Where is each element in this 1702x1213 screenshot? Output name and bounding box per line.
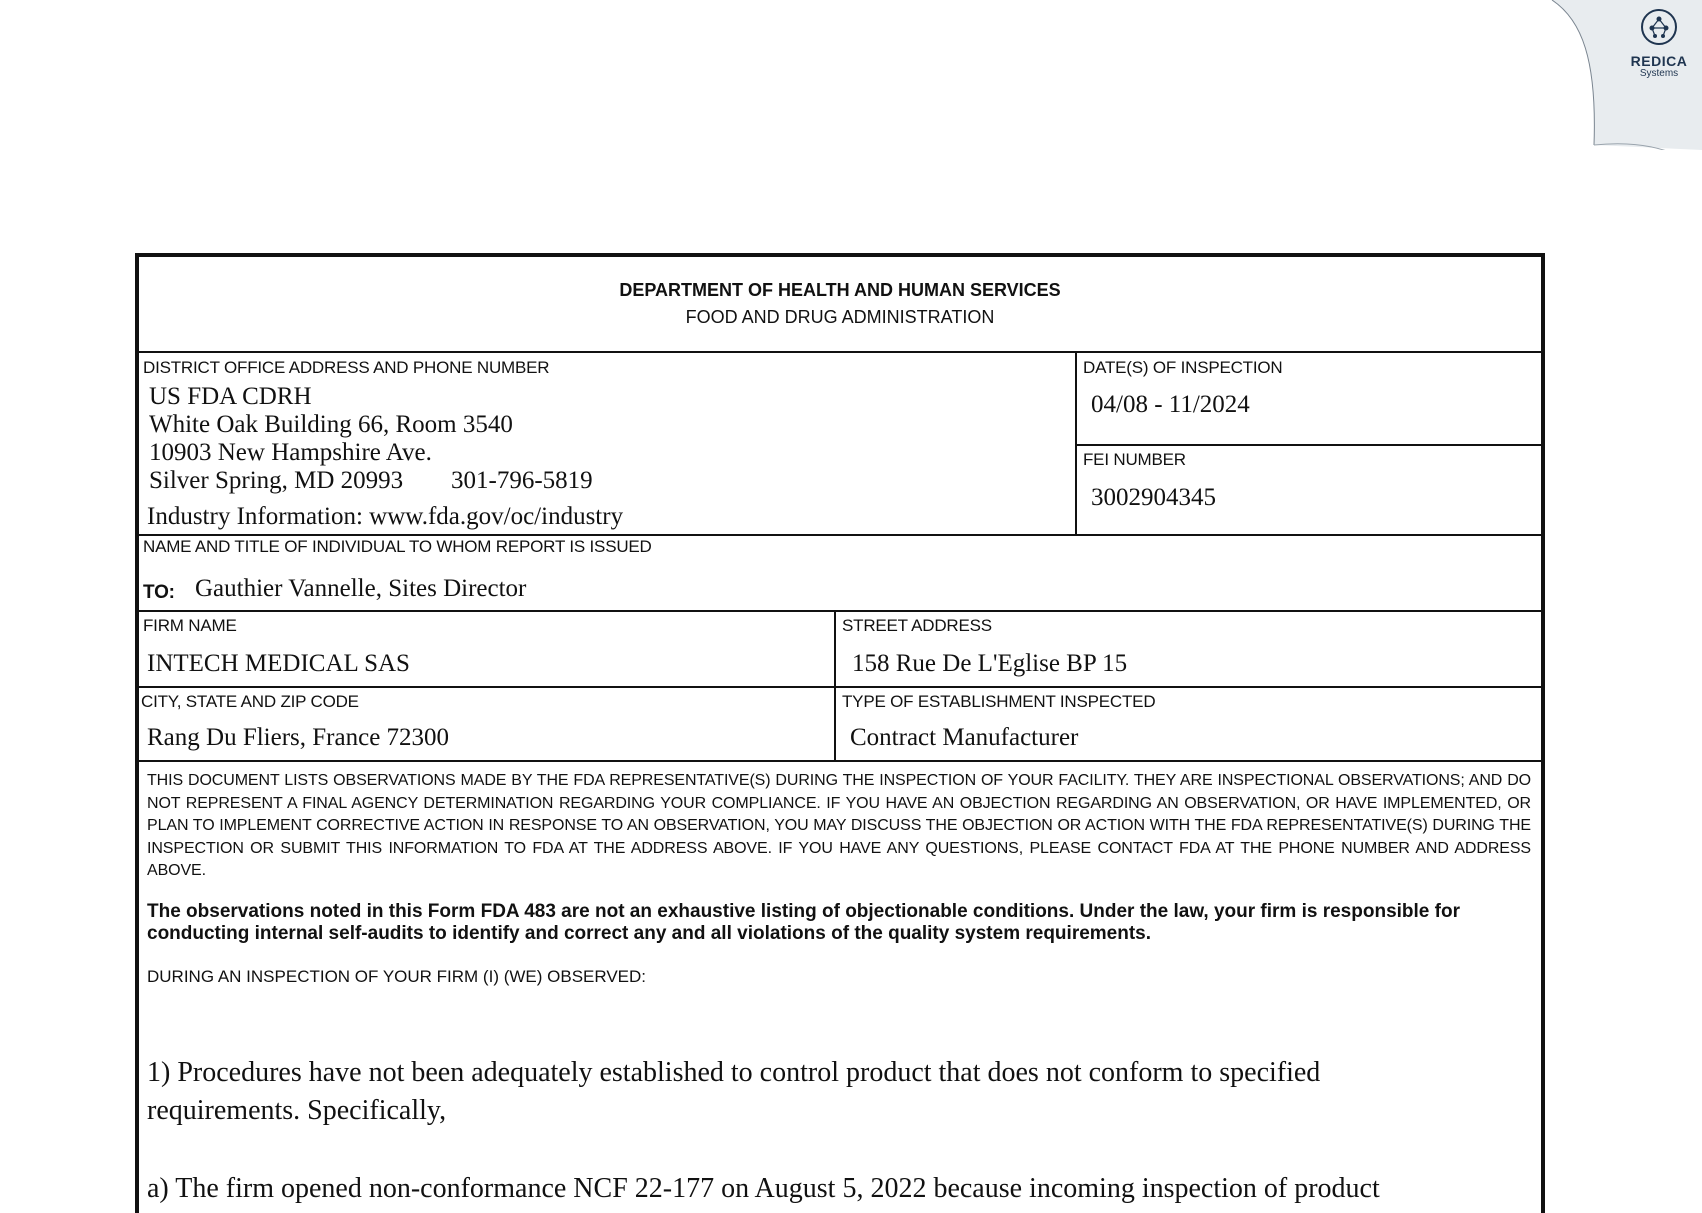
observation-1a: a) The firm opened non-conformance NCF 22-177 on August 5, 2022 because incoming inspection of product <box>147 1173 1380 1204</box>
district-label: DISTRICT OFFICE ADDRESS AND PHONE NUMBER <box>143 358 550 377</box>
dates-cell <box>1077 353 1541 446</box>
molecule-icon <box>1640 8 1678 46</box>
recipient-label: NAME AND TITLE OF INDIVIDUAL TO WHOM REPORT IS ISSUED <box>143 537 652 556</box>
city-value: Rang Du Fliers, France 72300 <box>147 724 450 751</box>
observation-1: 1) Procedures have not been adequately established to control product that does not conform to specified requirements. Specifically, <box>147 1057 1321 1126</box>
observations-section <box>139 760 1541 1213</box>
city-label: CITY, STATE AND ZIP CODE <box>141 692 359 711</box>
city-cell <box>139 688 834 762</box>
firm-label: FIRM NAME <box>143 616 237 635</box>
dates-value: 04/08 - 11/2024 <box>1091 391 1250 418</box>
dates-label: DATE(S) OF INSPECTION <box>1083 358 1283 377</box>
recipient-row <box>139 534 1541 612</box>
district-line2: White Oak Building 66, Room 3540 <box>149 411 513 438</box>
fei-value: 3002904345 <box>1091 484 1216 511</box>
street-cell <box>834 612 1541 688</box>
department-title: DEPARTMENT OF HEALTH AND HUMAN SERVICES <box>619 280 1061 300</box>
disclaimer-text: THIS DOCUMENT LISTS OBSERVATIONS MADE BY THE FDA REPRESENTATIVE(S) DURING THE INSPECTION OF YOUR FACILITY. THEY ARE INSPECTIONAL OBSERVATIONS; AND DO NOT REPRESENT A FINAL AGENCY DETERMINATION REGARDING YOUR COMPLIANCE. IF YOU HAVE AN OBJECTION REGARDING AN OBSERVATION, OR HAVE IMPLEMENTED, OR PLAN TO IMPLEMENT CORRECTIVE ACTION IN RESPONSE TO AN OBSERVATION, YOU MAY DISCUSS THE OBJECTION OR ACTION WITH THE FDA REPRESENTATIVE(S) DURING THE INSPECTION OR SUBMIT THIS INFORMATION TO FDA AT THE ADDRESS ABOVE. IF YOU HAVE ANY QUESTIONS, PLEASE CONTACT FDA AT THE PHONE NUMBER AND ADDRESS ABOVE. <box>147 772 1531 879</box>
logo-name: REDICA <box>1630 53 1688 69</box>
firm-cell <box>139 612 834 688</box>
street-label: STREET ADDRESS <box>842 616 992 635</box>
establishment-cell <box>834 688 1541 762</box>
firm-row <box>139 610 1541 688</box>
street-value: 158 Rue De L'Eglise BP 15 <box>852 650 1128 677</box>
fei-cell <box>1077 446 1541 536</box>
recipient-value: Gauthier Vannelle, Sites Director <box>195 575 527 602</box>
to-label: TO: <box>143 582 175 603</box>
firm-value: INTECH MEDICAL SAS <box>147 650 410 677</box>
inspection-info-cell <box>1075 353 1541 536</box>
observed-label: DURING AN INSPECTION OF YOUR FIRM (I) (WE) OBSERVED: <box>147 967 647 986</box>
district-row <box>139 351 1541 536</box>
redica-logo <box>1624 8 1694 79</box>
district-line3: 10903 New Hampshire Ave. <box>149 439 432 466</box>
district-line1: US FDA CDRH <box>149 383 312 410</box>
district-city: Silver Spring, MD 20993 <box>149 467 404 494</box>
city-row <box>139 686 1541 762</box>
logo-subtitle: Systems <box>1639 68 1679 79</box>
fda-483-form <box>135 253 1545 1213</box>
establishment-value: Contract Manufacturer <box>850 724 1079 751</box>
industry-info: Industry Information: www.fda.gov/oc/industry <box>147 503 624 530</box>
establishment-label: TYPE OF ESTABLISHMENT INSPECTED <box>842 692 1156 711</box>
district-phone: 301-796-5819 <box>451 467 593 494</box>
exhaustive-listing-notice: The observations noted in this Form FDA 483 are not an exhaustive listing of objectionable conditions. Under the law, your firm is responsible for conducting internal self-audits to identify and correct any and all violations of the quality system requirements. <box>147 901 1460 944</box>
district-cell <box>139 353 1075 536</box>
fei-label: FEI NUMBER <box>1083 450 1186 469</box>
agency-title: FOOD AND DRUG ADMINISTRATION <box>685 307 995 327</box>
